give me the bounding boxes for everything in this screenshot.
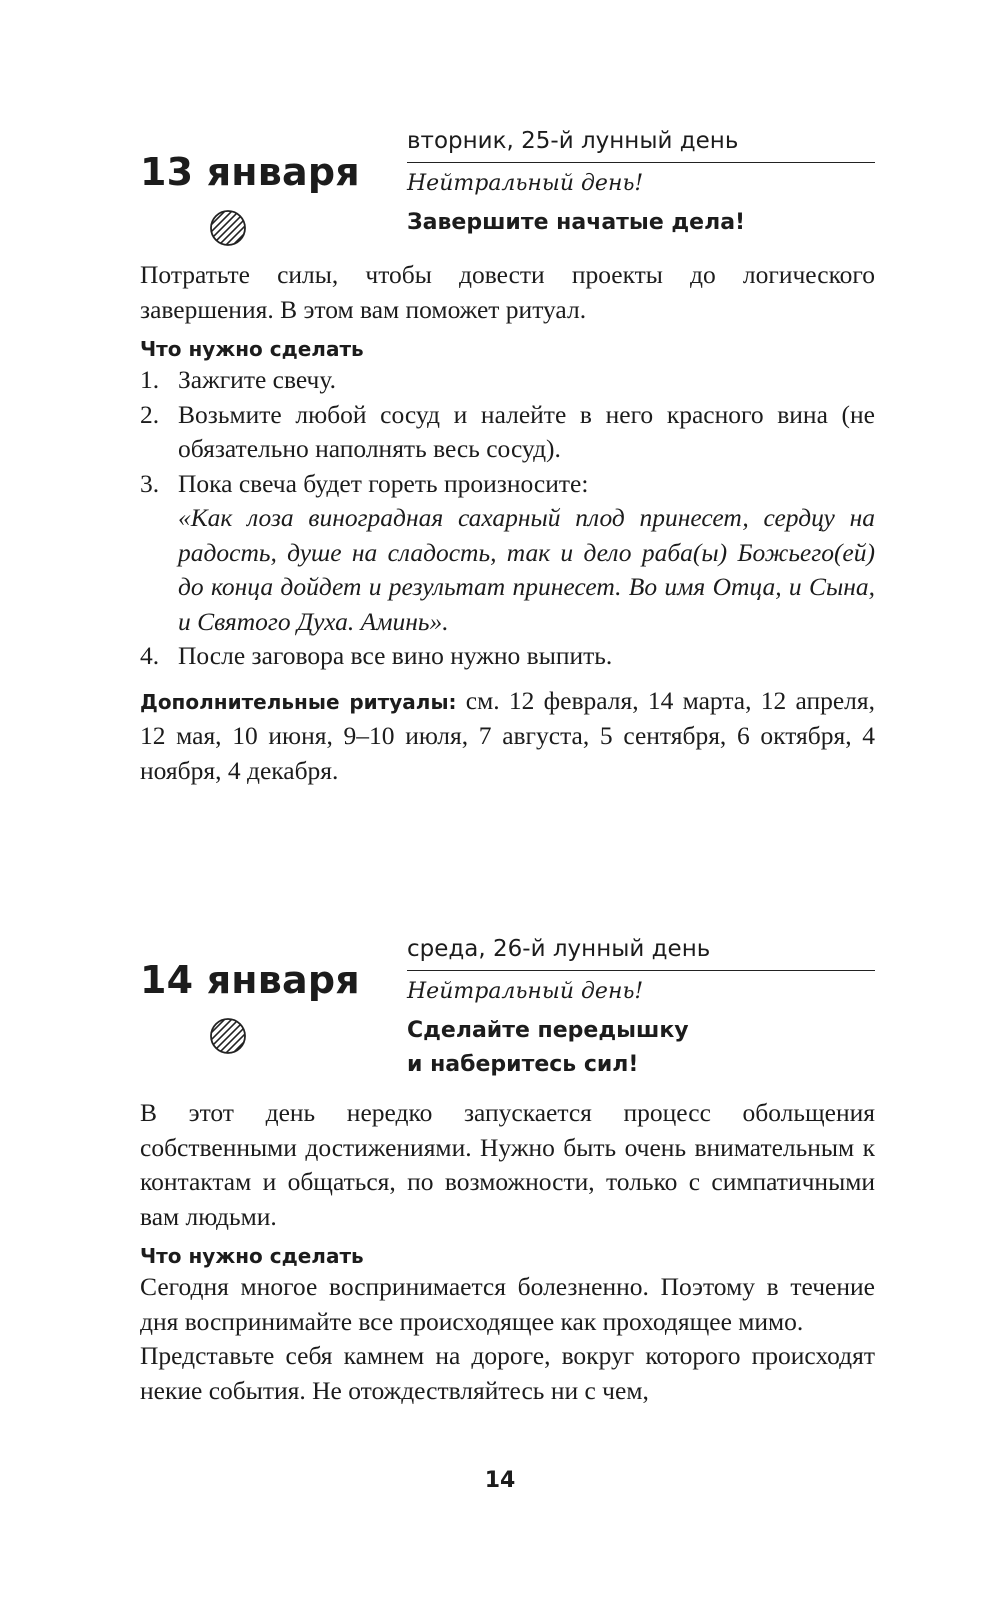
- additional-rituals-label: Дополнительные ритуалы:: [140, 689, 457, 714]
- entry-date: 13 января: [140, 150, 360, 194]
- entry-header: [140, 930, 875, 1096]
- day-type: Нейтральный день!: [407, 979, 644, 1004]
- entry-info: [407, 122, 875, 240]
- hatched-circle-icon: [208, 1016, 248, 1056]
- body-paragraph: Представьте себя камнем на дороге, вокруг которого происходят некие события. Не отождествляйтесь ни с чем,: [140, 1341, 875, 1405]
- day-type: Нейтральный день!: [407, 171, 644, 196]
- intro-paragraph: Потратьте силы, чтобы довести проекты до логического завершения. В этом вам поможет ритуал.: [140, 260, 875, 324]
- incantation-text: «Как лоза виноградная сахарный плод принесет, сердцу на радость, душе на сладость, так и дело раба(ы) Божьего(ей) до конца дойдет и результат принесет. Во имя Отца, и Сына, и Святого Духа. Аминь».: [178, 503, 875, 636]
- step-text: Зажгите свечу.: [178, 365, 336, 394]
- additional-rituals: [140, 684, 875, 789]
- what-to-do-heading: Что нужно сделать: [140, 1244, 364, 1268]
- what-to-do-heading: Что нужно сделать: [140, 337, 364, 361]
- step-number: 3.: [140, 468, 160, 498]
- additional-rituals-dates: см. 12 февраля, 14 марта, 12 апреля, 12 мая, 10 июня, 9–10 июля, 7 августа, 5 сентября, 6 октября, 4 ноября, 4 декабря.: [140, 685, 875, 785]
- entry-date: 14 января: [140, 958, 360, 1002]
- day-entry-jan-14: [140, 930, 875, 1408]
- day-entry-jan-13: [140, 122, 875, 788]
- step-number: 2.: [140, 399, 160, 429]
- day-advice: [407, 206, 875, 240]
- step-number: 4.: [140, 641, 160, 670]
- entry-header: [140, 122, 875, 258]
- step-text: Пока свеча будет гореть произносите:: [178, 468, 589, 498]
- list-item: [140, 363, 875, 398]
- step-text: После заговора все вино нужно выпить.: [178, 641, 613, 670]
- advice-line: Сделайте передышку: [407, 1018, 689, 1043]
- step-text: Возьмите любой сосуд и налейте в него красного вина (не обязательно наполнять весь сосуд).: [178, 399, 875, 463]
- entry-info: [407, 930, 875, 1082]
- list-item: [140, 467, 875, 640]
- intro-paragraph: В этот день нередко запускается процесс обольщения собственными достижениями. Нужно быть очень внимательным к контактам и общаться, по возможности, только с симпатичными вам людьми.: [140, 1098, 875, 1231]
- body-paragraph: Сегодня многое воспринимается болезненно. Поэтому в течение дня воспринимайте все происходящее как проходящее мимо.: [140, 1272, 875, 1336]
- weekday-lunar-day: среда, 26-й лунный день: [407, 930, 875, 971]
- steps-list: [140, 363, 875, 674]
- advice-line: и наберитесь сил!: [407, 1052, 639, 1077]
- step-number: 1.: [140, 365, 160, 394]
- hatched-circle-icon: [208, 208, 248, 248]
- list-item: [140, 398, 875, 467]
- day-advice: [407, 1014, 875, 1082]
- advice-line: Завершите начатые дела!: [407, 210, 746, 235]
- list-item: [140, 639, 875, 674]
- page-number: 14: [484, 1468, 516, 1493]
- weekday-lunar-day: вторник, 25-й лунный день: [407, 122, 875, 163]
